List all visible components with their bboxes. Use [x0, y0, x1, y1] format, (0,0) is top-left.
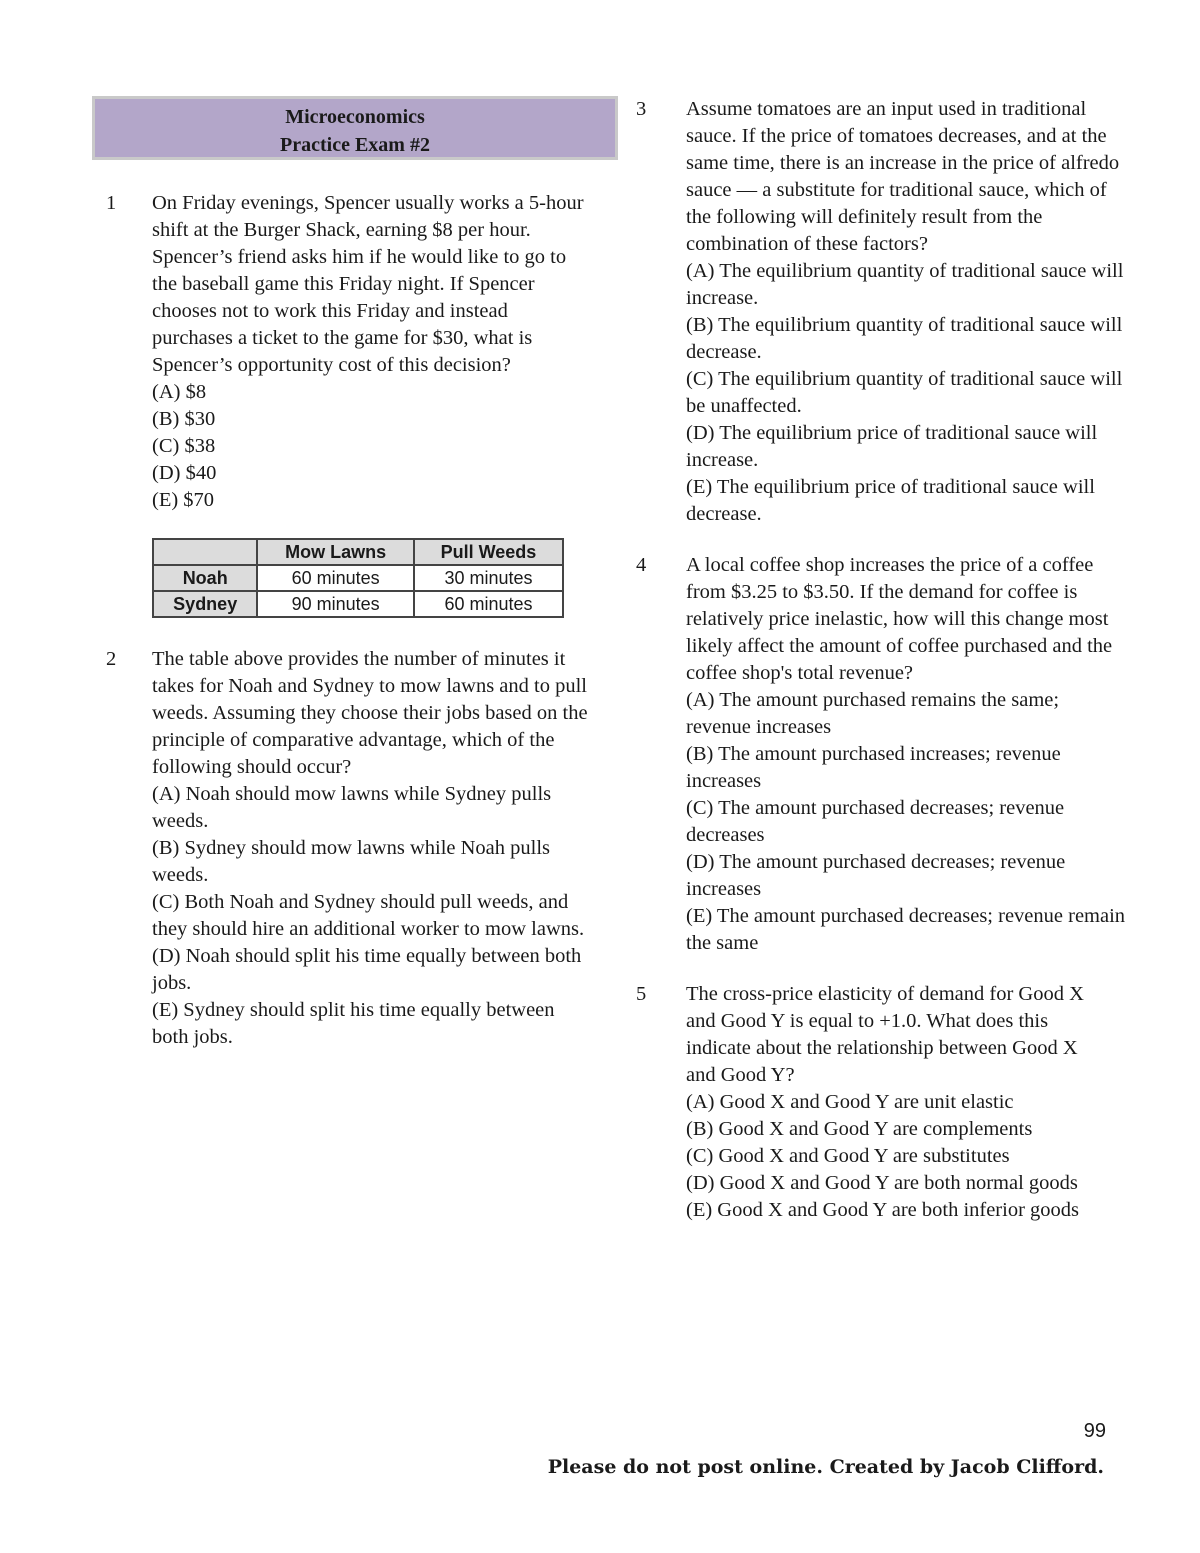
answer-option: (E) Good X and Good Y are both inferior goods	[686, 1199, 1080, 1221]
table-row-header: Sydney	[153, 591, 257, 617]
left-column	[92, 96, 620, 1051]
answer-option: (A) Noah should mow lawns while Sydney pulls weeds.	[152, 783, 552, 832]
right-column	[636, 96, 1128, 1224]
question-stem: The cross-price elasticity of demand for Good X and Good Y is equal to +1.0. What does this indicate about the relationship between Good X and Good Y?	[686, 983, 1084, 1086]
page-number: 99	[1083, 1420, 1106, 1442]
table-row	[153, 591, 563, 617]
table-corner-cell	[153, 539, 257, 565]
footer-notice: Please do not post online. Created by Jacob Clifford.	[547, 1456, 1104, 1478]
answer-option: (A) $8	[152, 381, 207, 403]
question-number: 2	[106, 648, 117, 670]
table-cell: 30 minutes	[414, 565, 563, 591]
question-stem: The table above provides the number of minutes it takes for Noah and Sydney to mow lawns and to pull weeds. Assuming they choose their jobs based on the principle of comparative advantage, which of the following should occur?	[152, 648, 588, 778]
question-stem: Assume tomatoes are an input used in traditional sauce. If the price of tomatoes decreases, and at the same time, there is an increase in the price of alfredo sauce — a substitute for traditional sauce, which of the following will definitely result from the combination of these factors?	[686, 98, 1120, 255]
answer-option: (B) The amount purchased increases; revenue increases	[686, 743, 1061, 792]
answer-option: (E) The equilibrium price of traditional sauce will decrease.	[686, 476, 1095, 525]
table-column-header: Pull Weeds	[414, 539, 563, 565]
table-row-header: Noah	[153, 565, 257, 591]
answer-option: (C) Both Noah and Sydney should pull weeds, and they should hire an additional worker to mow lawns.	[152, 891, 585, 940]
exam-title-box	[92, 96, 618, 160]
answer-option: (D) Good X and Good Y are both normal goods	[686, 1172, 1078, 1194]
question-5	[636, 981, 1128, 1224]
question-number: 1	[106, 192, 117, 214]
table-cell: 90 minutes	[257, 591, 414, 617]
answer-option: (D) $40	[152, 462, 217, 484]
answer-option: (B) Sydney should mow lawns while Noah pulls weeds.	[152, 837, 551, 886]
answer-option: (A) The amount purchased remains the same; revenue increases	[686, 689, 1060, 738]
answer-option: (C) $38	[152, 435, 216, 457]
question-number: 5	[636, 983, 647, 1005]
answer-option: (D) The equilibrium price of traditional sauce will increase.	[686, 422, 1098, 471]
time-comparison-table	[152, 538, 564, 618]
table-header-row	[153, 539, 563, 565]
answer-option: (A) Good X and Good Y are unit elastic	[686, 1091, 1014, 1113]
table-column-header: Mow Lawns	[257, 539, 414, 565]
answer-option: (D) Noah should split his time equally between both jobs.	[152, 945, 582, 994]
answer-option: (E) $70	[152, 489, 215, 511]
question-number: 4	[636, 554, 647, 576]
exam-title: Practice Exam #2	[280, 134, 430, 156]
answer-option: (C) The amount purchased decreases; revenue decreases	[686, 797, 1065, 846]
answer-option: (D) The amount purchased decreases; revenue increases	[686, 851, 1066, 900]
answer-option: (B) $30	[152, 408, 216, 430]
answer-option: (A) The equilibrium quantity of traditional sauce will increase.	[686, 260, 1124, 309]
question-stem: On Friday evenings, Spencer usually works a 5-hour shift at the Burger Shack, earning $8 per hour. Spencer’s friend asks him if he would like to go to the baseball game this Friday night. If Spencer chooses not to work this Friday and instead purchases a ticket to the game for $30, what is Spencer’s opportunity cost of this decision?	[152, 192, 584, 376]
question-2	[92, 646, 620, 1051]
answer-option: (B) Good X and Good Y are complements	[686, 1118, 1033, 1140]
table-cell: 60 minutes	[257, 565, 414, 591]
answer-option: (E) The amount purchased decreases; revenue remain the same	[686, 905, 1126, 954]
answer-option: (B) The equilibrium quantity of traditional sauce will decrease.	[686, 314, 1123, 363]
answer-option: (E) Sydney should split his time equally between both jobs.	[152, 999, 555, 1048]
question-number: 3	[636, 98, 647, 120]
table-cell: 60 minutes	[414, 591, 563, 617]
table-row	[153, 565, 563, 591]
question-4	[636, 552, 1128, 957]
question-3	[636, 96, 1128, 528]
question-stem: A local coffee shop increases the price of a coffee from $3.25 to $3.50. If the demand for coffee is relatively price inelastic, how will this change most likely affect the amount of coffee purchased and the coffee shop's total revenue?	[686, 554, 1113, 684]
question-1	[92, 190, 620, 514]
answer-option: (C) Good X and Good Y are substitutes	[686, 1145, 1010, 1167]
answer-option: (C) The equilibrium quantity of traditional sauce will be unaffected.	[686, 368, 1123, 417]
exam-subject: Microeconomics	[285, 106, 425, 128]
